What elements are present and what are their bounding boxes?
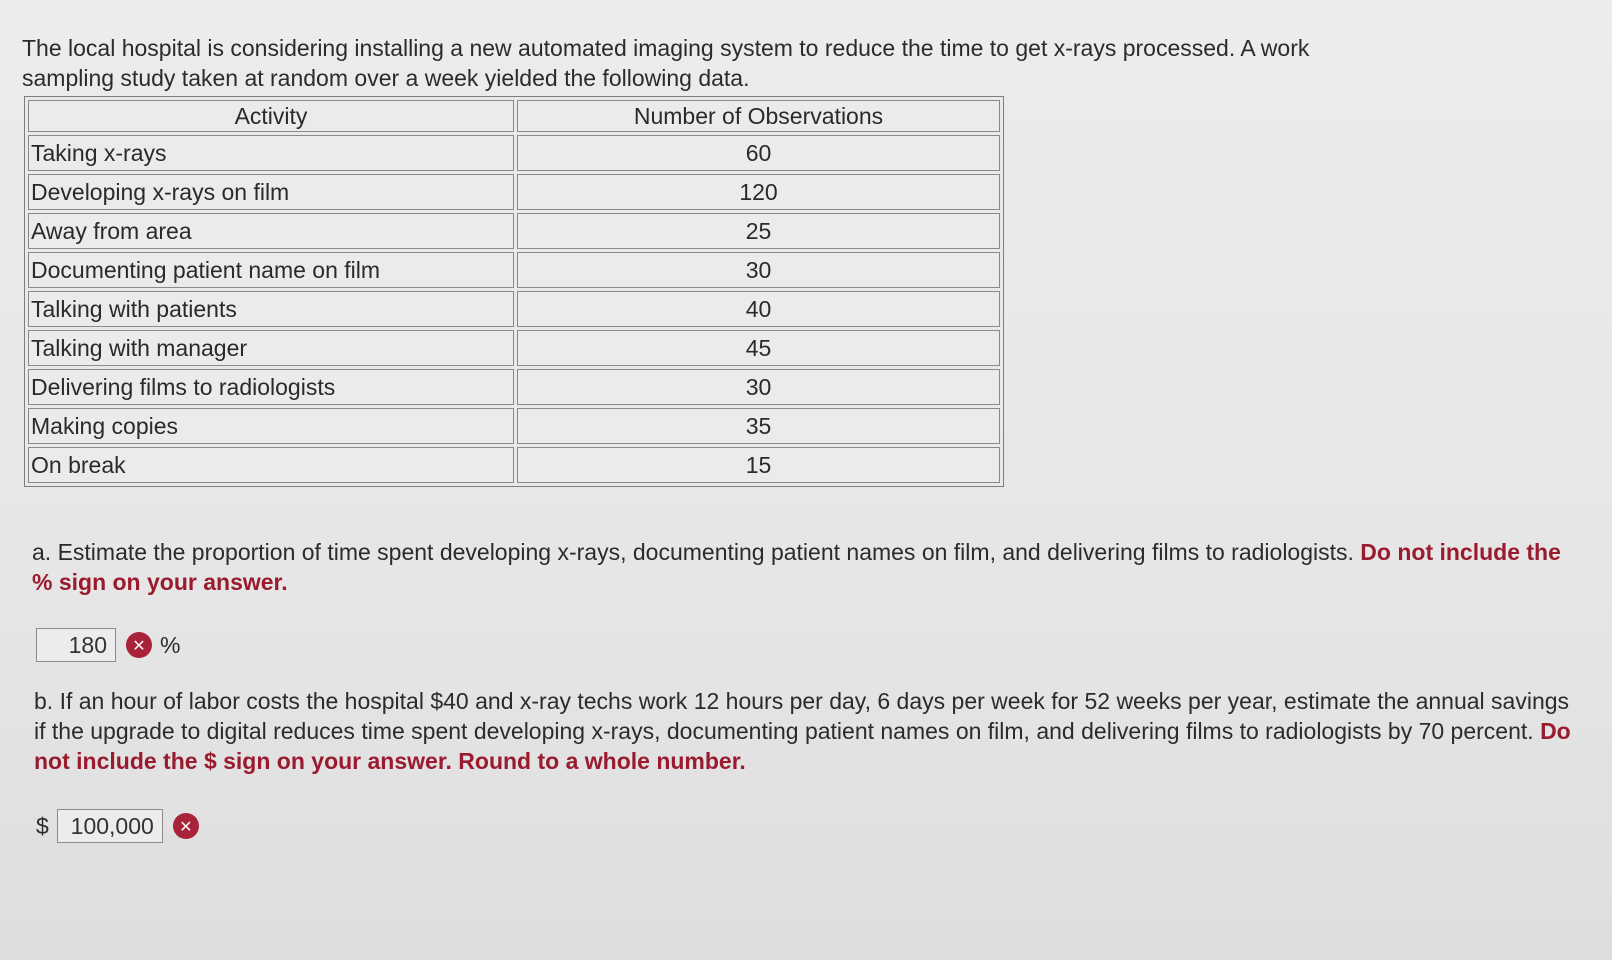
activity-cell: Talking with manager (28, 330, 514, 366)
question-b (34, 686, 1574, 776)
answer-b-input[interactable]: 100,000 (57, 809, 163, 843)
count-cell: 25 (517, 213, 1000, 249)
problem-intro (22, 33, 1502, 93)
table-row (28, 174, 1000, 210)
answer-a-input[interactable]: 180 (36, 628, 116, 662)
activity-cell: Developing x-rays on film (28, 174, 514, 210)
activity-cell: On break (28, 447, 514, 483)
answer-b-row (36, 809, 199, 843)
table-row (28, 291, 1000, 327)
x-icon: ✕ (126, 632, 152, 658)
activity-cell: Away from area (28, 213, 514, 249)
header-activity: Activity (28, 100, 514, 132)
intro-line-2: sampling study taken at random over a week yielded the following data. (22, 65, 750, 91)
count-cell: 120 (517, 174, 1000, 210)
count-cell: 30 (517, 369, 1000, 405)
observations-table (24, 96, 1004, 487)
answer-a-row (36, 628, 180, 662)
count-cell: 40 (517, 291, 1000, 327)
question-b-text: b. If an hour of labor costs the hospital $40 and x-ray techs work 12 hours per day, 6 days per week for 52 weeks per year, estimate the annual savings if the upgrade to digital reduces time spent developing x-rays, documenting patient names on film, and delivering films to radiologists by 70 percent. (34, 688, 1570, 744)
intro-line-1: The local hospital is considering installing a new automated imaging system to reduce the time to get x-rays processed. A work (22, 35, 1310, 61)
count-cell: 15 (517, 447, 1000, 483)
table-row (28, 213, 1000, 249)
x-icon: ✕ (173, 813, 199, 839)
activity-cell: Taking x-rays (28, 135, 514, 171)
table-row (28, 252, 1000, 288)
count-cell: 60 (517, 135, 1000, 171)
dollar-unit: $ (36, 812, 49, 839)
table-header-row (28, 100, 1000, 132)
activity-cell: Delivering films to radiologists (28, 369, 514, 405)
count-cell: 35 (517, 408, 1000, 444)
percent-unit: % (160, 631, 181, 658)
question-b-instruction: Do not include the $ sign on your answer. Round to a whole number. (34, 718, 1571, 774)
header-observations: Number of Observations (517, 100, 1000, 132)
table-row (28, 447, 1000, 483)
activity-cell: Making copies (28, 408, 514, 444)
table-row (28, 369, 1000, 405)
count-cell: 45 (517, 330, 1000, 366)
question-a (32, 537, 1572, 597)
activity-cell: Documenting patient name on film (28, 252, 514, 288)
count-cell: 30 (517, 252, 1000, 288)
activity-cell: Talking with patients (28, 291, 514, 327)
question-a-instruction: Do not include the % sign on your answer. (32, 539, 1561, 595)
table-row (28, 135, 1000, 171)
question-a-text: a. Estimate the proportion of time spent developing x-rays, documenting patient names on film, and delivering films to radiologists. (32, 539, 1361, 565)
table-row (28, 408, 1000, 444)
table-row (28, 330, 1000, 366)
